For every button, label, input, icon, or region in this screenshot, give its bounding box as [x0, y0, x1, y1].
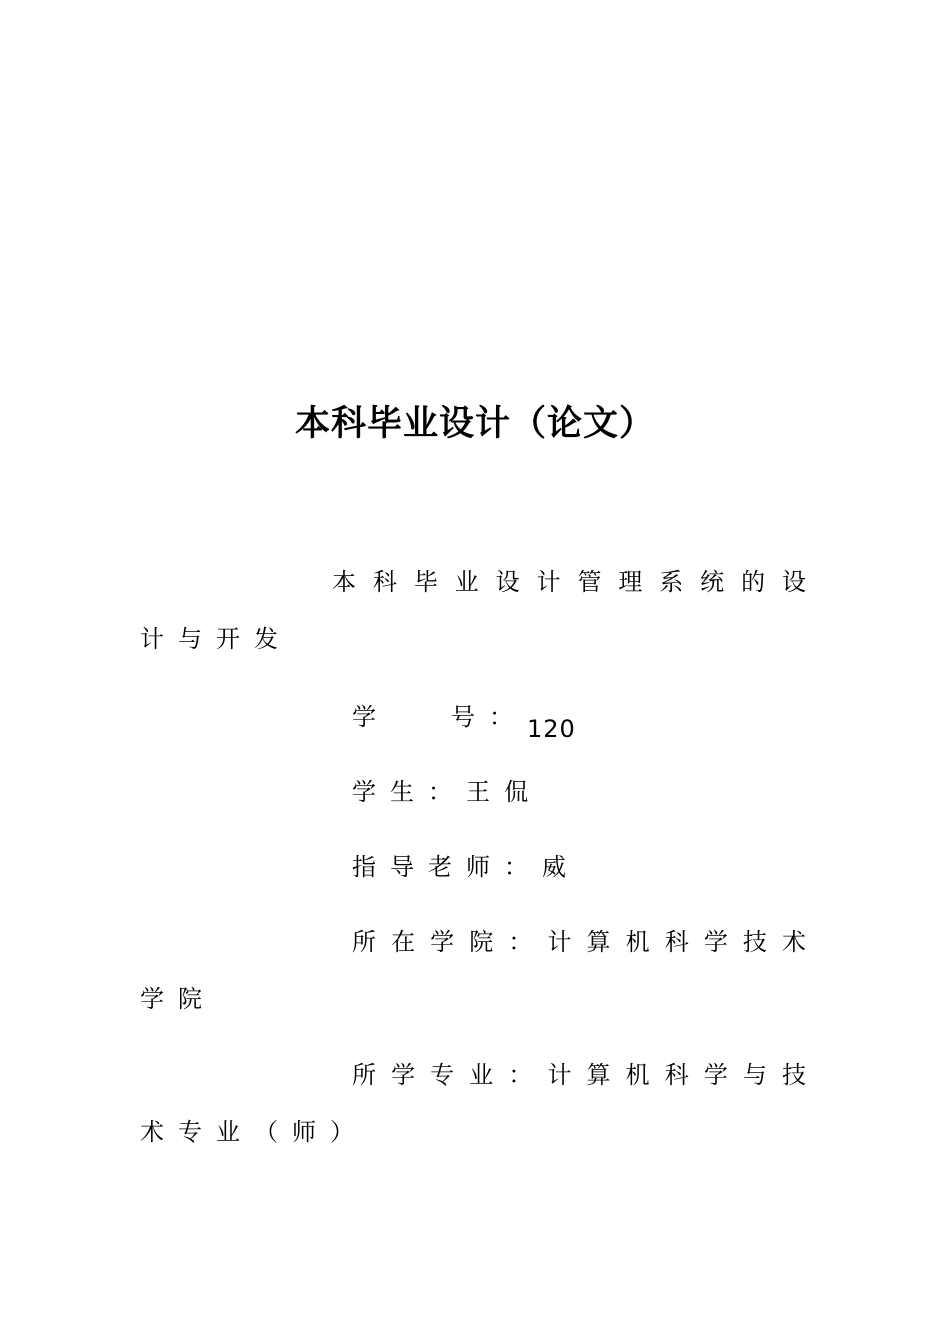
- advisor-name: 威: [542, 853, 580, 881]
- student-id-label-second: 号：: [451, 703, 527, 731]
- student-id-label: [352, 697, 527, 737]
- student-id-line: [352, 697, 576, 749]
- student-id-value: 120: [527, 715, 576, 743]
- document-title: 本科毕业设计（论文）: [294, 404, 655, 444]
- college-name: 计算机科学技术学院: [140, 928, 821, 1013]
- student-id-label-first: 学: [352, 703, 376, 731]
- major-label: 所学专业：: [352, 1061, 548, 1089]
- major-name: 计算机科学与技术专业（师）: [140, 1061, 821, 1146]
- advisor-line: [352, 847, 580, 887]
- college-label: 所在学院：: [352, 928, 548, 956]
- student-label: 学生：: [352, 778, 466, 806]
- college-line: [140, 914, 820, 1028]
- major-line: [140, 1047, 820, 1161]
- student-line: [352, 772, 542, 812]
- student-name: 王侃: [466, 778, 542, 806]
- thesis-title: 本科毕业设计管理系统的设计与开发: [140, 568, 820, 653]
- advisor-label: 指导老师：: [352, 853, 542, 881]
